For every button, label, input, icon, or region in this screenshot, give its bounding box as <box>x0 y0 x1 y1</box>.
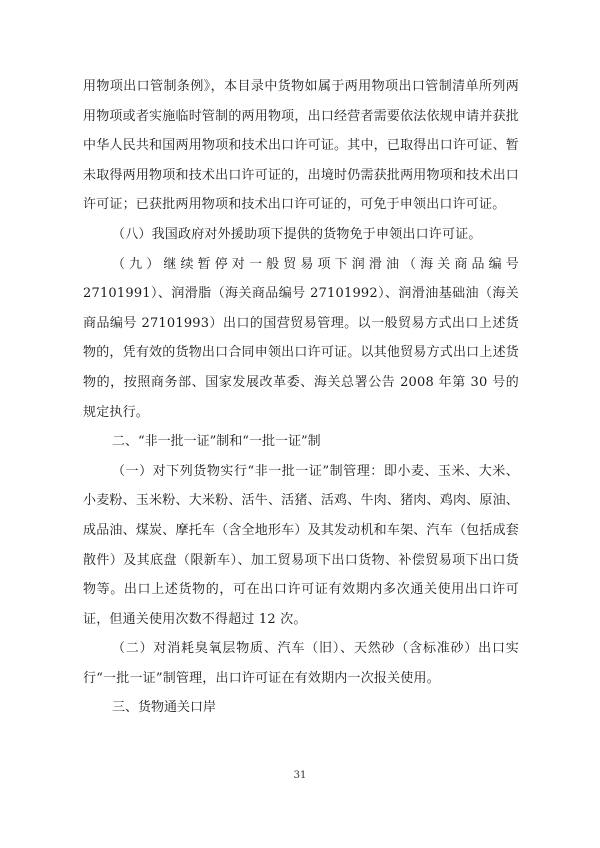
page-number: 31 <box>293 770 307 781</box>
paragraph-item-8: （八）我国政府对外援助项下提供的货物免于申领出口许可证。 <box>112 226 482 242</box>
paragraph-non-single-batch: （一）对下列货物实行“非一批一证”制管理：即小麦、玉米、大米、小麦粉、玉米粉、大米粉、活牛、活猪、活鸡、牛肉、猪肉、鸡肉、原油、成品油、煤炭、摩托车（含全地形车）及其发动机和车架、汽车（包括成套散件）及其底盘（限新车）、加工贸易项下出口货物、补偿贸易项下出口货物等。出口上述货物的，可在出口许可证有效期内多次通关使用出口许可证，但通关使用次数不得超过 12 次。 <box>83 463 519 627</box>
paragraph-dual-use-items: 用物项出口管制条例》，本目录中货物如属于两用物项出口管制清单所列两用物项或者实施临时管制的两用物项，出口经营者需要依法依规申请并获批中华人民共和国两用物项和技术出口许可证。其中，已取得出口许可证、暂未取得两用物项和技术出口许可证的，出境时仍需获批两用物项和技术出口许可证；已获批两用物项和技术出口许可证的，可免于申领出口许可证。 <box>83 79 519 213</box>
section-heading-2: 二、“非一批一证”制和“一批一证”制 <box>112 434 321 450</box>
section-heading-3: 三、货物通关口岸 <box>112 700 217 716</box>
paragraph-single-batch: （二）对消耗臭氧层物质、汽车（旧）、天然砂（含标准砂）出口实行“一批一证”制管理，出口许可证在有效期内一次报关使用。 <box>83 641 519 686</box>
document-body <box>83 72 519 723</box>
paragraph-item-9: （九）继续暂停对一般贸易项下润滑油（海关商品编号 27101991）、润滑脂（海关商品编号 27101992）、润滑油基础油（海关商品编号 27101993）出口的国营贸易管理。以一般贸易方式出口上述货物的，凭有效的货物出口合同申领出口许可证。以其他贸易方式出口上述货物的，按照商务部、国家发展改革委、海关总署公告 2008 年第 30 号的规定执行。 <box>83 256 519 420</box>
